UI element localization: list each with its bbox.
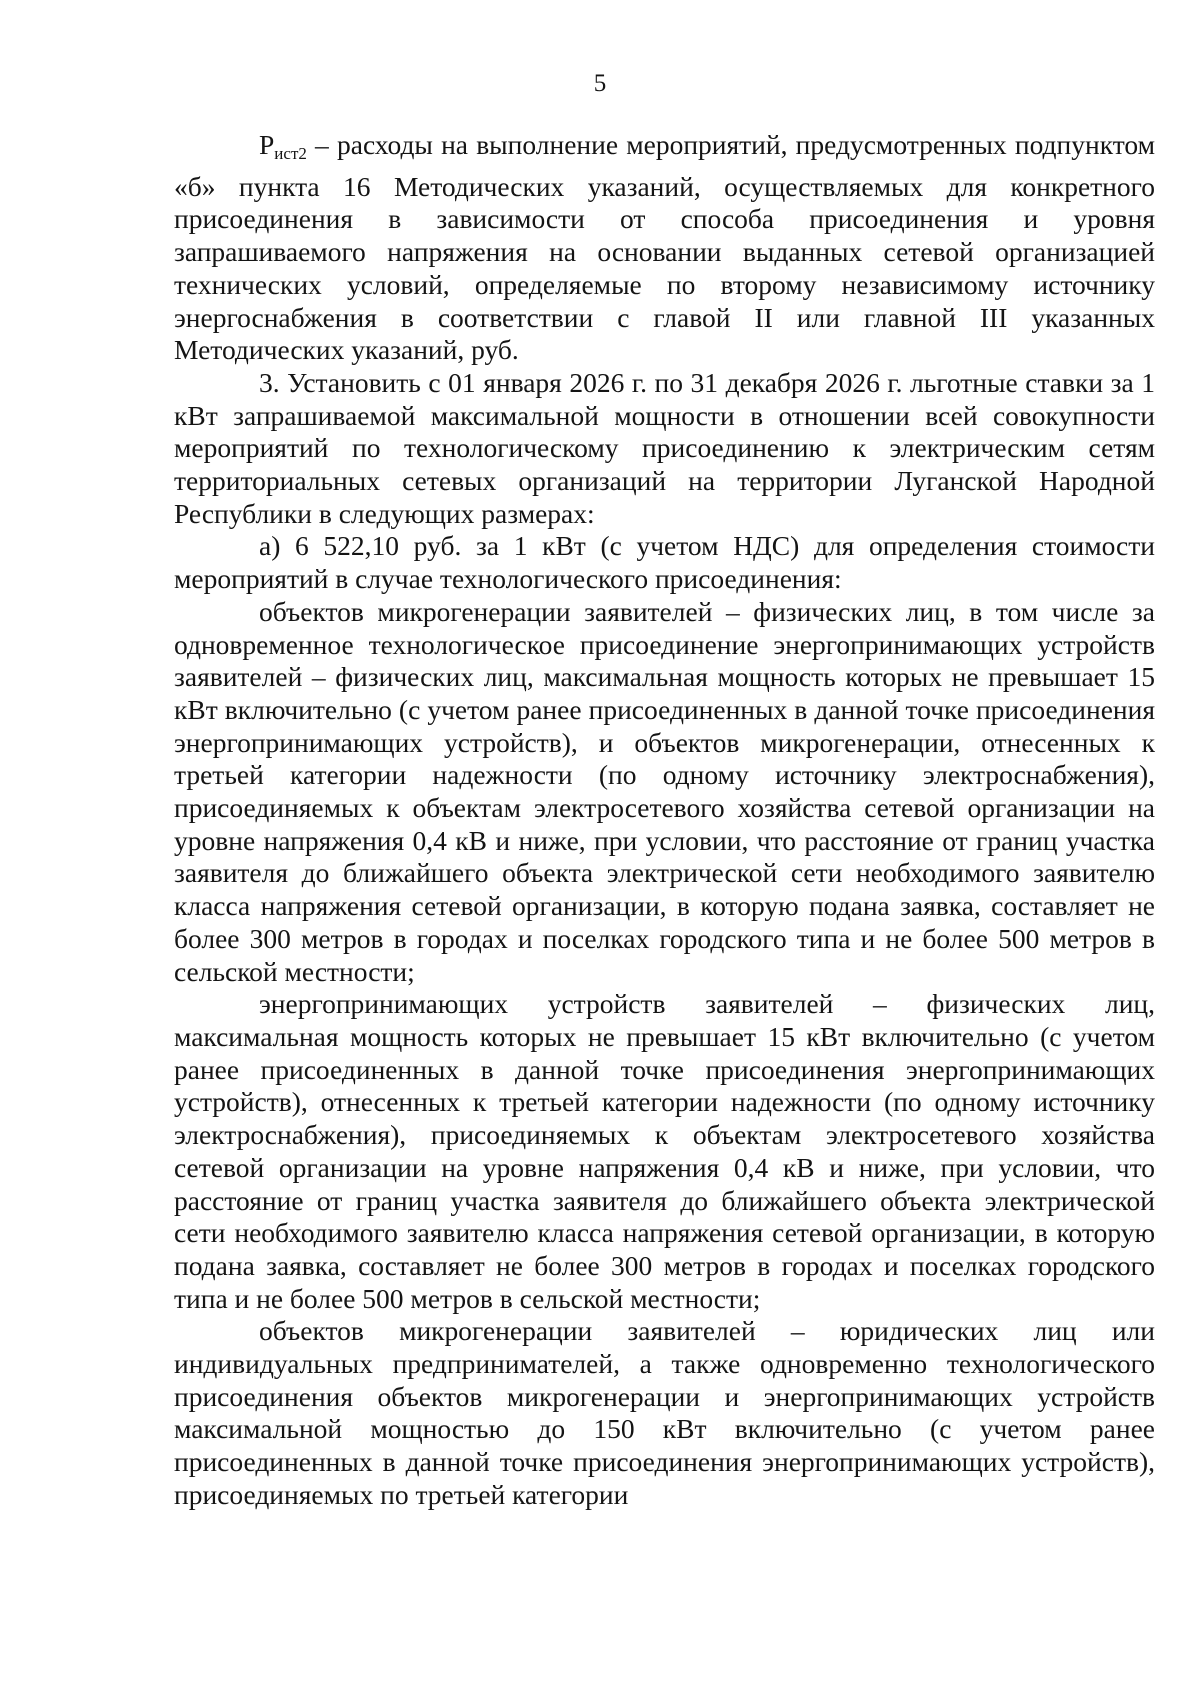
paragraph-microgeneration-legal-entities: объектов микрогенерации заявителей – юридических лиц или индивидуальных предпринимателей, а также одновременно технологического присоединения объектов микрогенерации и энергопринимающих устройств максимальной мощностью до 150 кВт включительно (с учетом ранее присоединенных в данной точке присоединения энергопринимающих устройств), присоединяемых по третьей категории (174, 1315, 1155, 1510)
formula-symbol: P (259, 129, 275, 160)
formula-subscript: ист2 (274, 144, 307, 163)
paragraph-item-3: 3. Установить с 01 января 2026 г. по 31 декабря 2026 г. льготные ставки за 1 кВт запрашиваемой максимальной мощности в отношении всей совокупности мероприятий по технологическому присоединению к электрическим сетям территориальных сетевых организаций на территории Луганской Народной Республики в следующих размерах: (174, 366, 1155, 529)
paragraph-definition-p-ist2 (174, 129, 1155, 367)
paragraph-subitem-a: а) 6 522,10 руб. за 1 кВт (с учетом НДС) для определения стоимости мероприятий в случае технологического присоединения: (174, 530, 1155, 595)
paragraph-power-receivers-individuals: энергопринимающих устройств заявителей – физических лиц, максимальная мощность которых не превышает 15 кВт включительно (с учетом ранее присоединенных в данной точке присоединения энергопринимающих устройств), отнесенных к третьей категории надежности (по одному источнику электроснабжения), присоединяемых к объектам электросетевого хозяйства сетевой организации на уровне напряжения 0,4 кВ и ниже, при условии, что расстояние от границ участка заявителя до ближайшего объекта электрической сети необходимого заявителю класса напряжения сетевой организации, в которую подана заявка, составляет не более 300 метров в городах и поселках городского типа и не более 500 метров в сельской местности; (174, 988, 1155, 1314)
document-body (174, 129, 1155, 1512)
paragraph-microgeneration-individuals: объектов микрогенерации заявителей – физических лиц, в том числе за одновременное технологическое присоединение энергопринимающих устройств заявителей – физических лиц, максимальная мощность которых не превышает 15 кВт включительно (с учетом ранее присоединенных в данной точке присоединения энергопринимающих устройств), и объектов микрогенерации, отнесенных к третьей категории надежности (по одному источнику электроснабжения), присоединяемых к объектам электросетевого хозяйства сетевой организации на уровне напряжения 0,4 кВ и ниже, при условии, что расстояние от границ участка заявителя до ближайшего объекта электрической сети необходимого заявителю класса напряжения сетевой организации, в которую подана заявка, составляет не более 300 метров в городах и поселках городского типа и не более 500 метров в сельской местности; (174, 595, 1155, 987)
definition-text: – расходы на выполнение мероприятий, предусмотренных подпунктом «б» пункта 16 Методических указаний, осуществляемых для конкретного присоединения в зависимости от способа присоединения и уровня запрашиваемого напряжения на основании выданных сетевой организацией технических условий, определяемые по второму независимому источнику энергоснабжения в соответствии с главой II или главной III указанных Методических указаний, руб. (174, 129, 1155, 366)
page-number: 5 (593, 70, 607, 97)
